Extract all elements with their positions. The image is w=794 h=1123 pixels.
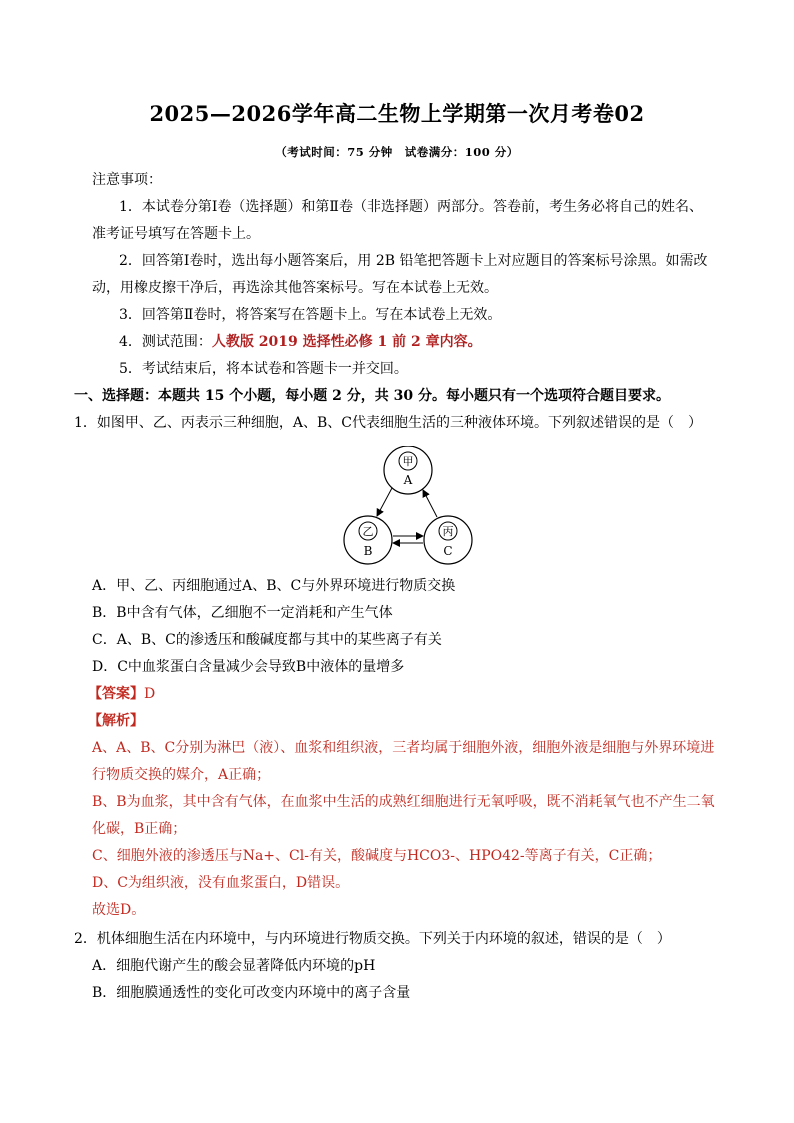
q2-option-a: A．细胞代谢产生的酸会显著降低内环境的pH <box>92 958 376 974</box>
fluid-b-label: B <box>363 544 373 558</box>
notice-item-1-cont: 准考证号填写在答题卡上。 <box>92 226 260 242</box>
cell-jia-label: 甲 <box>402 455 414 468</box>
fluid-relationship-diagram <box>336 446 486 566</box>
q1-option-a: A．甲、乙、丙细胞通过A、B、C与外界环境进行物质交换 <box>92 578 456 594</box>
answer-label: 【答案】 <box>88 686 144 702</box>
analysis-line: B、B为血浆，其中含有气体，在血浆中生活的成熟红细胞进行无氧呼吸，既不消耗氧气也不产生二氧 <box>92 794 715 810</box>
analysis-conclusion: 故选D。 <box>92 902 146 918</box>
notice-item-5: 5．考试结束后，将本试卷和答题卡一并交回。 <box>119 361 408 377</box>
q1-answer <box>88 684 155 704</box>
q1-option-b: B．B中含有气体，乙细胞不一定消耗和产生气体 <box>92 605 393 621</box>
fluid-a-label: A <box>403 473 413 487</box>
q2-option-b: B．细胞膜通透性的变化可改变内环境中的离子含量 <box>92 985 411 1001</box>
arrow-c-to-a <box>423 490 437 517</box>
notice-heading: 注意事项： <box>92 172 162 188</box>
section-text: 本题共 15 个小题，每小题 2 分，共 30 分。每小题只有一个选项符合题目要求。 <box>158 388 670 404</box>
notice-item-2: 2．回答第Ⅰ卷时，选出每小题答案后，用 2B 铅笔把答题卡上对应题目的答案标号涂黑。如需改 <box>119 253 708 269</box>
analysis-line: D、C为组织液，没有血浆蛋白，D错误。 <box>92 875 350 891</box>
analysis-line: A、A、B、C分别为淋巴（液）、血浆和组织液，三者均属于细胞外液，细胞外液是细胞与外界环境进 <box>92 740 715 756</box>
section-prefix: 一、选择题： <box>74 388 158 404</box>
fluid-c-label: C <box>443 544 453 558</box>
analysis-line: 行物质交换的媒介，A正确； <box>92 767 271 783</box>
notice-item-4-label: 4．测试范围： <box>119 334 212 350</box>
notice-item-2-cont: 动，用橡皮擦干净后，再选涂其他答案标号。写在本试卷上无效。 <box>92 280 498 296</box>
analysis-line: 化碳，B正确； <box>92 821 187 837</box>
test-scope: 人教版 2019 选择性必修 1 前 2 章内容。 <box>211 334 482 350</box>
cell-yi-label: 乙 <box>362 525 374 538</box>
exam-info: （考试时间：75 分钟 试卷满分：100 分） <box>275 145 519 159</box>
notice-item-1: 1．本试卷分第Ⅰ卷（选择题）和第Ⅱ卷（非选择题）两部分。答卷前，考生务必将自己的姓名、 <box>119 199 703 215</box>
q1-option-d: D．C中血浆蛋白含量减少会导致B中液体的量增多 <box>92 659 405 675</box>
notice-item-4 <box>119 332 482 352</box>
q2-stem: 2．机体细胞生活在内环境中，与内环境进行物质交换。下列关于内环境的叙述，错误的是（ ） <box>74 931 671 947</box>
section-heading <box>74 386 670 406</box>
cell-bing-label: 丙 <box>442 525 454 538</box>
q1-option-c: C．A、B、C的渗透压和酸碱度都与其中的某些离子有关 <box>92 632 442 648</box>
page-title: 2025—2026学年高二生物上学期第一次月考卷02 <box>149 101 645 126</box>
analysis-line: C、细胞外液的渗透压与Na+、Cl-有关，酸碱度与HCO3-、HPO42-等离子有关，C正确； <box>92 848 662 864</box>
analysis-label: 【解析】 <box>88 713 144 729</box>
q1-stem: 1．如图甲、乙、丙表示三种细胞，A、B、C代表细胞生活的三种液体环境。下列叙述错误的是（ ） <box>74 415 703 431</box>
arrow-a-to-b <box>377 488 392 516</box>
notice-item-3: 3．回答第Ⅱ卷时，将答案写在答题卡上。写在本试卷上无效。 <box>119 307 502 323</box>
answer-value: D <box>144 686 156 702</box>
